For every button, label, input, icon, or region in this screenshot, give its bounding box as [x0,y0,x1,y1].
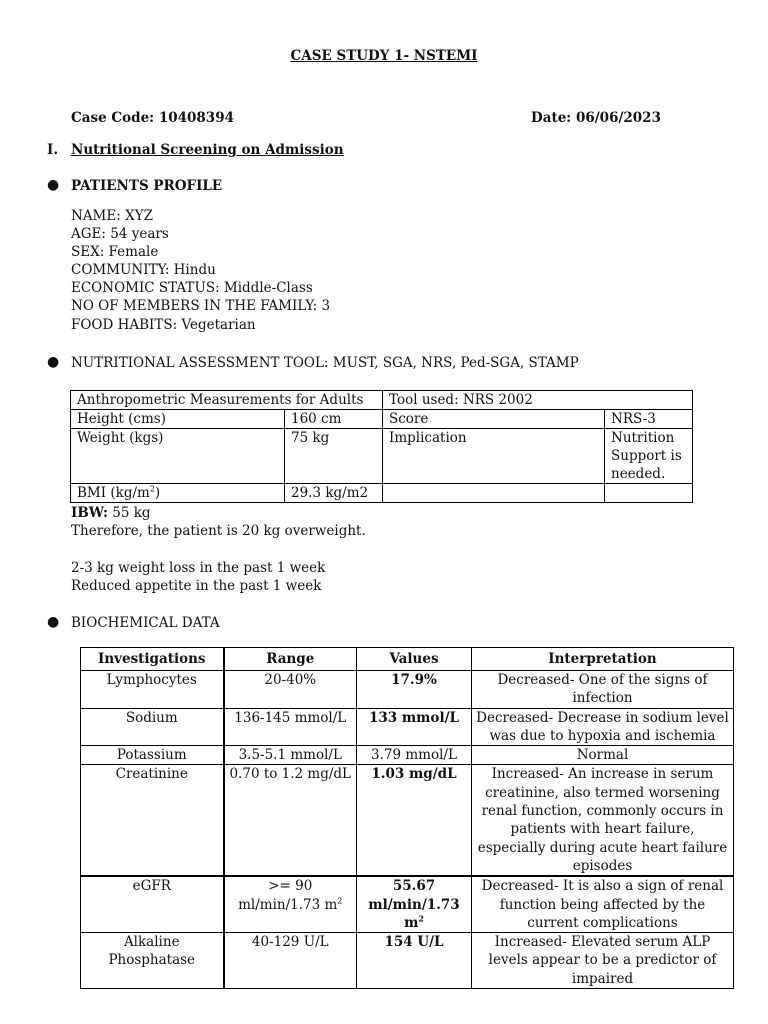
profile-line: COMMUNITY: Hindu [71,262,216,279]
investigation-cell: Potassium [81,746,224,765]
table-row [81,671,734,709]
profile-heading: PATIENTS PROFILE [71,178,223,194]
interpretation-cell: Increased- An increase in serum creatinine, also termed worsening renal function, commonly occurs in patients with heart failure, especially during acute heart failure episodes [472,765,734,876]
profile-line: ECONOMIC STATUS: Middle-Class [71,280,313,297]
assessment-tool: NUTRITIONAL ASSESSMENT TOOL: MUST, SGA, NRS, Ped-SGA, STAMP [71,355,579,371]
weight-value: 75 kg [285,429,383,484]
profile-line: AGE: 54 years [71,226,169,243]
col-header: Range [224,648,357,671]
table-row [81,746,734,765]
profile-line: SEX: Female [71,244,159,261]
height-label: Height (cms) [71,410,285,429]
value-cell: 133 mmol/L [357,708,472,746]
value-cell: 1.03 mg/dL [357,765,472,876]
interpretation-cell: Increased- Elevated serum ALP levels appear to be a predictor of impaired [472,933,734,989]
section-number: I. [47,142,59,158]
range-cell: 0.70 to 1.2 mg/dL [224,765,357,876]
col-header: Investigations [81,648,224,671]
implication-value: Nutrition Support is needed. [605,429,693,484]
anthro-header-right: Tool used: NRS 2002 [383,391,693,410]
investigation-cell: eGFR [81,876,224,932]
height-value: 160 cm [285,410,383,429]
overweight-note: Therefore, the patient is 20 kg overweight. [71,523,366,539]
biochemical-table [80,647,734,989]
implication-label: Implication [383,429,605,484]
profile-line: NAME: XYZ [71,208,153,224]
bullet-icon: ● [47,354,60,370]
bullet-icon: ● [47,614,60,630]
table-row [81,876,734,932]
range-cell: 20-40% [224,671,357,709]
section-title: Nutritional Screening on Admission [71,142,344,158]
appetite-note: Reduced appetite in the past 1 week [71,578,322,594]
value-cell: 154 U/L [357,933,472,989]
table-row [81,765,734,876]
value-cell: 55.67 ml/min/1.73 $m^2$ [357,876,472,932]
anthropometric-table [70,390,693,503]
range-cell: 3.5-5.1 mmol/L [224,746,357,765]
value-cell: 3.79 mmol/L [357,746,472,765]
empty-cell [383,484,605,503]
col-header: Values [357,648,472,671]
ibw-line [71,504,151,522]
investigation-cell: Alkaline Phosphatase [81,933,224,989]
col-header: Interpretation [472,648,734,671]
investigation-cell: Lymphocytes [81,671,224,709]
value-cell: 17.9% [357,671,472,709]
score-label: Score [383,410,605,429]
interpretation-cell: Decreased- Decrease in sodium level was due to hypoxia and ischemia [472,708,734,746]
bullet-icon: ● [47,177,60,193]
weight-loss-note: 2-3 kg weight loss in the past 1 week [71,560,326,576]
empty-cell [605,484,693,503]
ibw-value: 55 kg [107,505,151,521]
interpretation-cell: Decreased- It is also a sign of renal function being affected by the current complications [472,876,734,932]
investigation-cell: Sodium [81,708,224,746]
weight-label: Weight (kgs) [71,429,285,484]
interpretation-cell: Decreased- One of the signs of infection [472,671,734,709]
page-title: CASE STUDY 1- NSTEMI [290,48,478,64]
bmi-label: BMI $(kg/m^2)$ [71,484,285,503]
ibw-label: IBW: [71,505,108,521]
range-cell: 136-145 mmol/L [224,708,357,746]
case-code: Case Code: 10408394 [71,110,234,126]
range-cell: 40-129 U/L [224,933,357,989]
table-row [81,933,734,989]
interpretation-cell: Normal [472,746,734,765]
score-value: NRS-3 [605,410,693,429]
investigation-cell: Creatinine [81,765,224,876]
range-cell: >= 90 ml/min/1.73 $m^2$ [224,876,357,932]
case-date: Date: 06/06/2023 [531,110,661,126]
table-row [81,708,734,746]
profile-line: FOOD HABITS: Vegetarian [71,316,256,333]
profile-line: NO OF MEMBERS IN THE FAMILY: 3 [71,298,331,315]
bmi-value: 29.3 kg/m2 [285,484,383,503]
patient-profile [71,207,330,334]
anthro-header-left: Anthropometric Measurements for Adults [71,391,383,410]
biochem-heading: BIOCHEMICAL DATA [71,615,220,631]
